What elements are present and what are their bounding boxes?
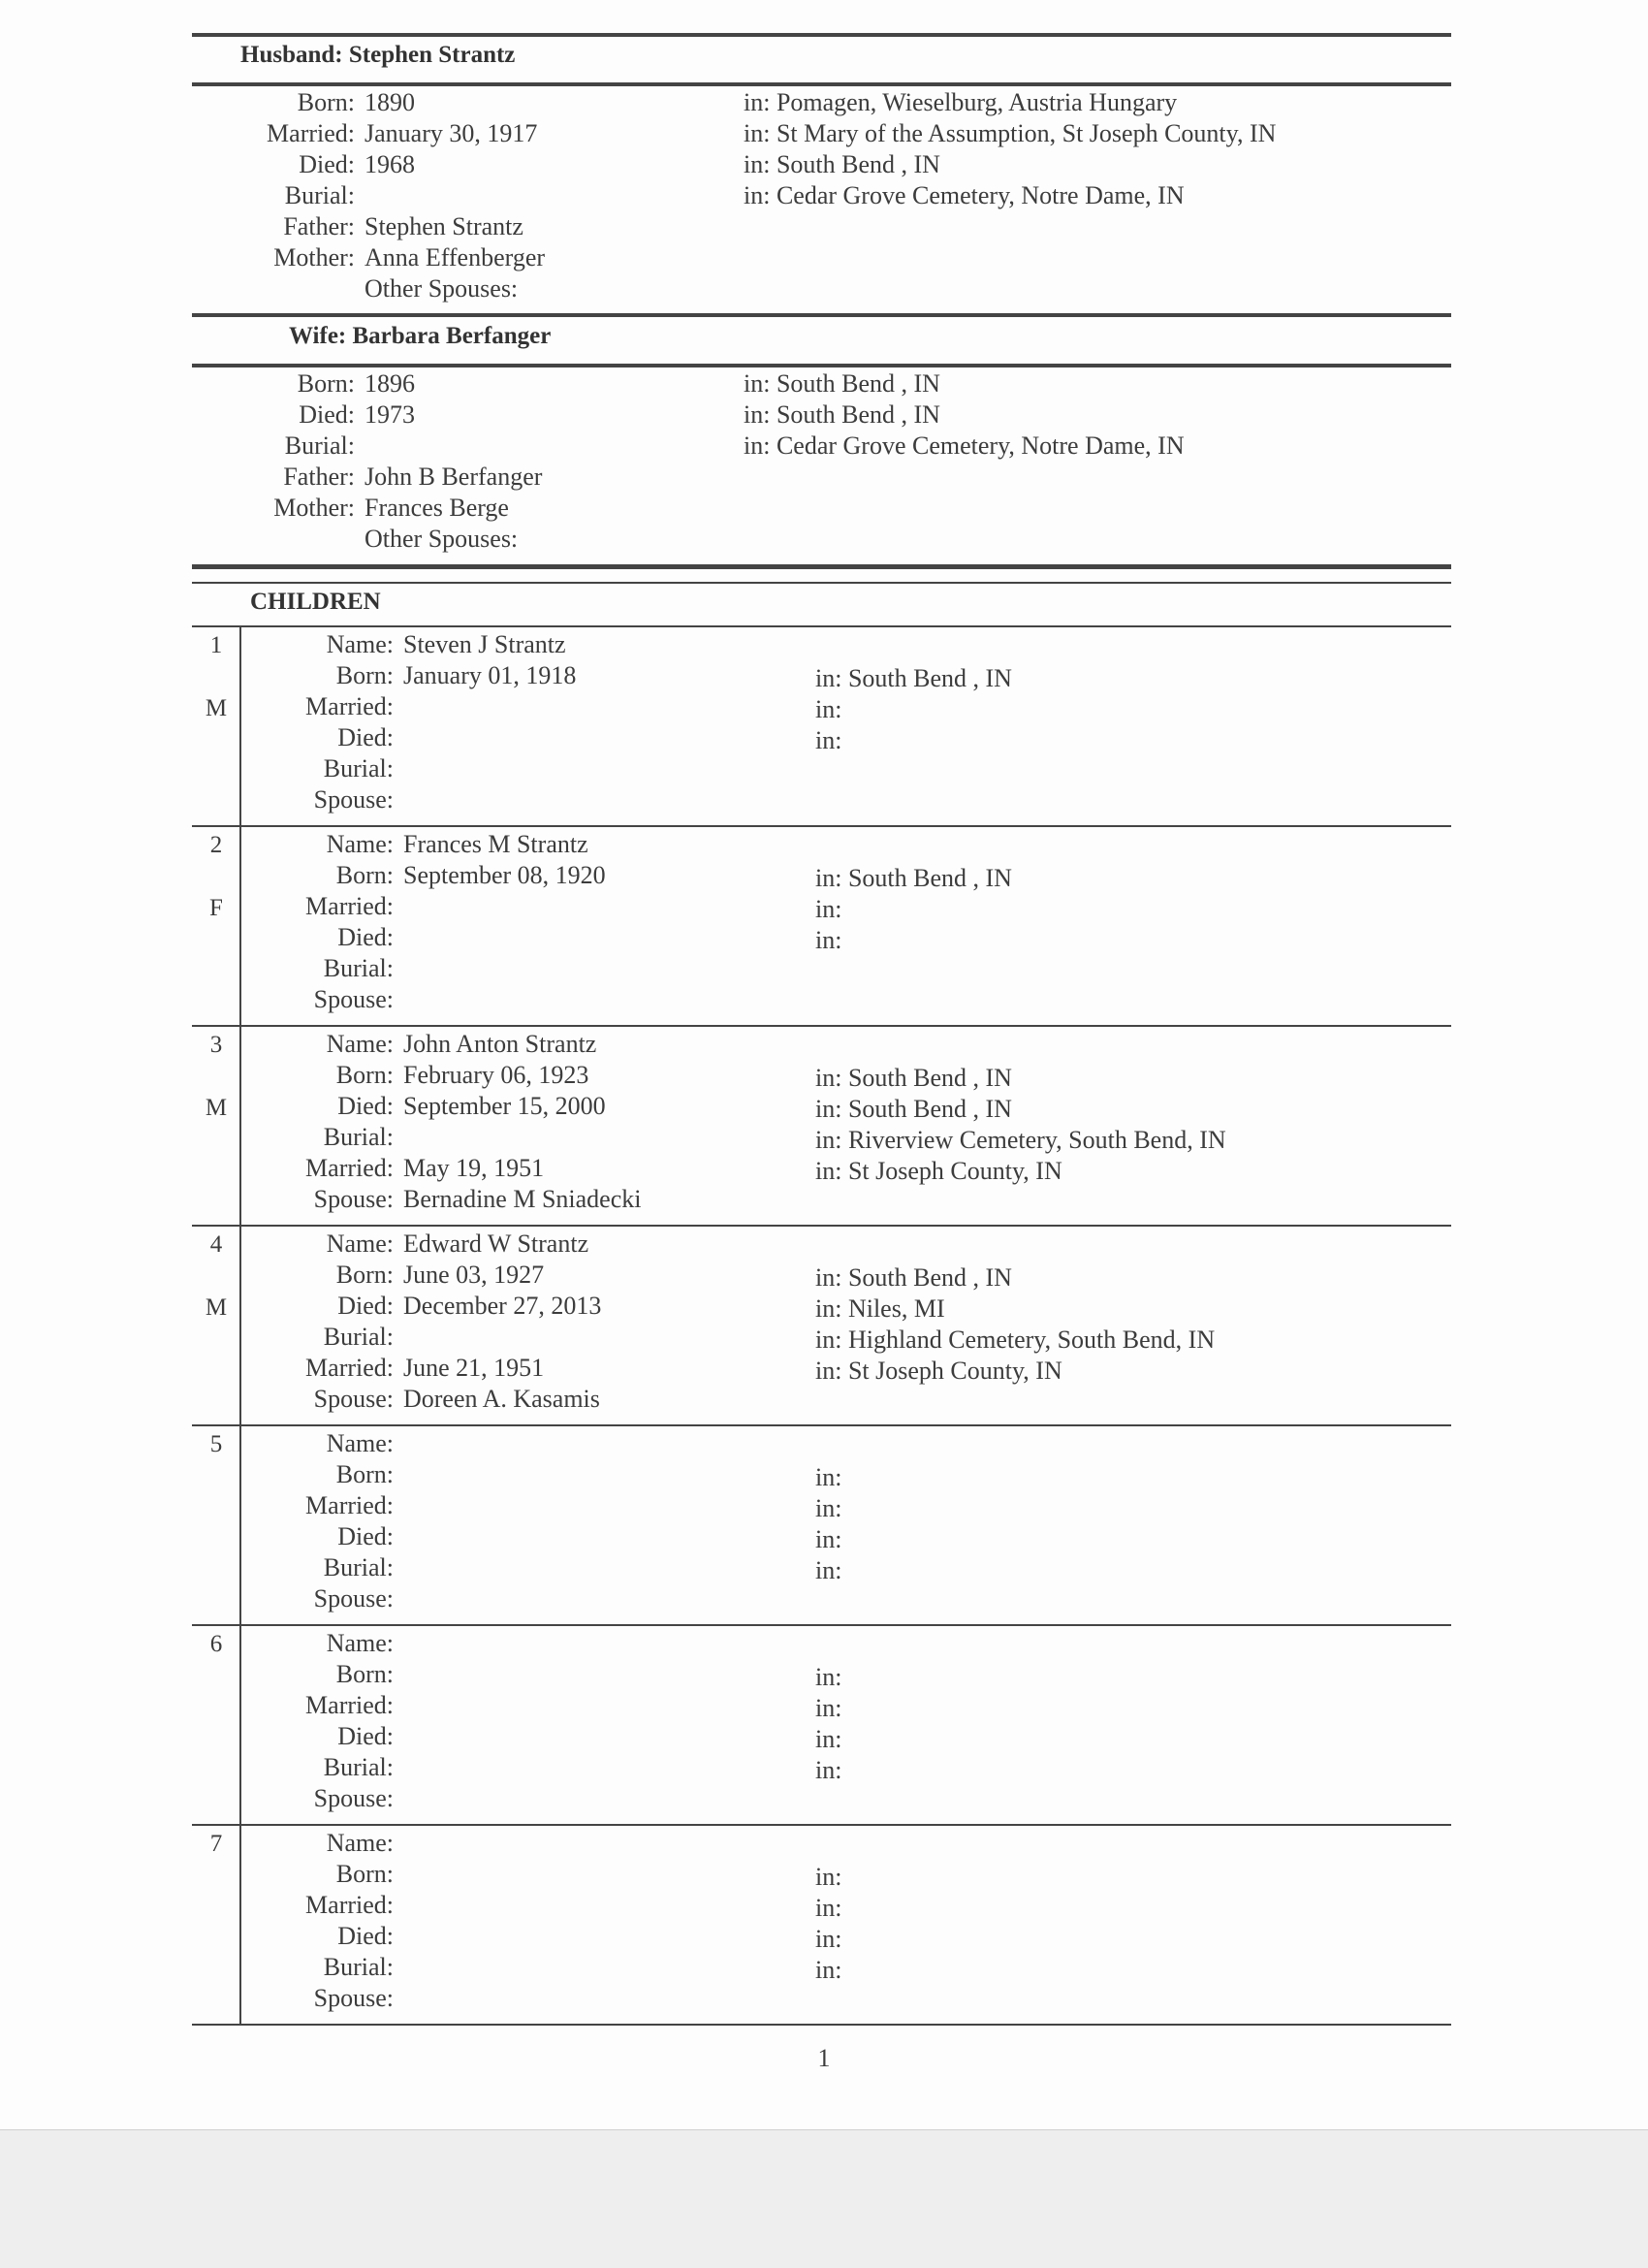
wife-value-1: 1973: [364, 400, 415, 429]
wife-header-rule: [192, 364, 1451, 367]
child-place: in:: [815, 1725, 842, 1753]
child-label: Born:: [335, 1860, 394, 1888]
husband-label-3: Burial:: [284, 181, 355, 209]
child-place: in:: [815, 1525, 842, 1553]
child-place: in:: [815, 1494, 842, 1522]
wife-place-1: in: South Bend , IN: [744, 400, 940, 429]
child-place: in:: [815, 1956, 842, 1984]
child-label: Born:: [335, 861, 394, 889]
husband-place-0: in: Pomagen, Wieselburg, Austria Hungary: [744, 88, 1178, 116]
page-number: 1: [817, 2044, 831, 2072]
children-top-rule: [192, 582, 1451, 584]
child-label: Burial:: [323, 1753, 394, 1781]
child-number: 1: [209, 632, 223, 658]
child-place: in:: [815, 1663, 842, 1691]
child-place: in:: [815, 1694, 842, 1722]
husband-label-1: Married:: [267, 119, 355, 147]
child-number: 4: [209, 1231, 223, 1258]
husband-name: Stephen Strantz: [348, 42, 516, 68]
husband-value-0: 1890: [364, 88, 415, 116]
child-label: Name:: [326, 1829, 394, 1857]
child-record: [192, 1826, 1451, 2026]
child-label: Burial:: [323, 1123, 394, 1151]
child-label: Spouse:: [313, 785, 394, 814]
child-label: Died:: [337, 1922, 394, 1950]
child-label: Name:: [326, 1629, 394, 1657]
child-label: Married:: [305, 1891, 394, 1919]
child-value: John Anton Strantz: [403, 1030, 597, 1058]
child-label: Name:: [326, 1030, 394, 1058]
wife-other-spouses: Other Spouses:: [364, 525, 519, 553]
husband-other-spouses: Other Spouses:: [364, 274, 519, 303]
child-number: 7: [209, 1831, 223, 1857]
child-value: September 08, 1920: [403, 861, 606, 889]
husband-label-4: Father:: [283, 212, 355, 240]
child-value: Doreen A. Kasamis: [403, 1385, 600, 1413]
husband-value-2: 1968: [364, 150, 415, 178]
child-label: Married:: [305, 1354, 394, 1382]
child-label: Spouse:: [313, 1584, 394, 1613]
child-value: Frances M Strantz: [403, 830, 588, 858]
child-record: [192, 1626, 1451, 1826]
child-label: Born:: [335, 661, 394, 689]
child-label: Spouse:: [313, 1984, 394, 2012]
child-value: Steven J Strantz: [403, 630, 566, 658]
child-label: Burial:: [323, 1323, 394, 1351]
child-label: Spouse:: [313, 1185, 394, 1213]
husband-label-2: Died:: [299, 150, 355, 178]
husband-header-rule: [192, 82, 1451, 86]
child-place: in:: [815, 695, 842, 723]
child-record: [192, 627, 1451, 827]
wife-value-0: 1896: [364, 369, 415, 398]
wife-label-4: Mother:: [273, 494, 355, 522]
children-heading: CHILDREN: [250, 589, 381, 615]
child-place: in:: [815, 1925, 842, 1953]
child-place: in: St Joseph County, IN: [815, 1357, 1062, 1385]
child-place: in:: [815, 895, 842, 923]
child-number: 6: [209, 1631, 223, 1657]
child-value: December 27, 2013: [403, 1292, 602, 1320]
child-number: 3: [209, 1032, 223, 1058]
child-label: Died:: [337, 1722, 394, 1750]
husband-place-1: in: St Mary of the Assumption, St Joseph County, IN: [744, 119, 1277, 147]
child-sex: M: [205, 1095, 228, 1121]
child-label: Born:: [335, 1660, 394, 1688]
child-value: September 15, 2000: [403, 1092, 606, 1120]
wife-label-0: Born:: [297, 369, 355, 398]
child-record: [192, 1027, 1451, 1227]
child-place: in: Niles, MI: [815, 1294, 945, 1323]
child-place: in: Highland Cemetery, South Bend, IN: [815, 1326, 1216, 1354]
child-label: Born:: [335, 1061, 394, 1089]
wife-top-rule: [192, 313, 1451, 317]
child-label: Died:: [337, 923, 394, 951]
wife-value-3: John B Berfanger: [364, 463, 543, 491]
child-label: Spouse:: [313, 985, 394, 1013]
child-label: Spouse:: [313, 1784, 394, 1812]
child-place: in:: [815, 1863, 842, 1891]
child-value: February 06, 1923: [403, 1061, 589, 1089]
child-place: in:: [815, 1556, 842, 1584]
child-label: Married:: [305, 1491, 394, 1519]
child-number: 5: [209, 1431, 223, 1457]
scanner-background: [0, 2129, 1648, 2268]
child-value: June 21, 1951: [403, 1354, 545, 1382]
child-label: Spouse:: [313, 1385, 394, 1413]
child-place: in:: [815, 1894, 842, 1922]
top-rule: [192, 33, 1451, 37]
child-label: Died:: [337, 723, 394, 751]
child-place: in: South Bend , IN: [815, 864, 1012, 892]
husband-place-3: in: Cedar Grove Cemetery, Notre Dame, IN: [744, 181, 1185, 209]
child-label: Married:: [305, 892, 394, 920]
child-label: Married:: [305, 1154, 394, 1182]
child-sex: F: [209, 895, 223, 921]
husband-place-2: in: South Bend , IN: [744, 150, 940, 178]
husband-heading: [240, 42, 515, 69]
wife-label-2: Burial:: [284, 431, 355, 460]
wife-place-2: in: Cedar Grove Cemetery, Notre Dame, IN: [744, 431, 1185, 460]
child-label: Died:: [337, 1092, 394, 1120]
wife-name: Barbara Berfanger: [352, 323, 552, 349]
child-value: January 01, 1918: [403, 661, 577, 689]
child-label: Married:: [305, 1691, 394, 1719]
wife-heading-label: Wife:: [289, 323, 347, 349]
child-value: Edward W Strantz: [403, 1230, 589, 1258]
child-label: Born:: [335, 1261, 394, 1289]
husband-heading-label: Husband:: [240, 42, 343, 68]
husband-value-5: Anna Effenberger: [364, 243, 546, 272]
child-label: Burial:: [323, 1553, 394, 1581]
child-label: Died:: [337, 1522, 394, 1550]
child-label: Burial:: [323, 754, 394, 783]
wife-label-1: Died:: [299, 400, 355, 429]
child-label: Name:: [326, 630, 394, 658]
child-record: [192, 1426, 1451, 1626]
child-place: in: South Bend , IN: [815, 1064, 1012, 1092]
husband-label-0: Born:: [297, 88, 355, 116]
child-label: Born:: [335, 1460, 394, 1488]
child-place: in: St Joseph County, IN: [815, 1157, 1062, 1185]
child-sex: M: [205, 1294, 228, 1321]
child-place: in: South Bend , IN: [815, 664, 1012, 692]
child-label: Burial:: [323, 1953, 394, 1981]
wife-value-4: Frances Berge: [364, 494, 509, 522]
child-record: [192, 827, 1451, 1027]
child-label: Married:: [305, 692, 394, 720]
child-number: 2: [209, 832, 223, 858]
child-place: in:: [815, 1756, 842, 1784]
child-place: in: South Bend , IN: [815, 1263, 1012, 1292]
child-place: in:: [815, 926, 842, 954]
child-place: in:: [815, 726, 842, 754]
wife-label-3: Father:: [283, 463, 355, 491]
wife-heading: [289, 323, 551, 350]
child-label: Died:: [337, 1292, 394, 1320]
child-value: May 19, 1951: [403, 1154, 545, 1182]
child-sex: M: [205, 695, 228, 721]
child-record: [192, 1227, 1451, 1426]
child-value: Bernadine M Sniadecki: [403, 1185, 642, 1213]
child-label: Name:: [326, 830, 394, 858]
child-separator-rule: [192, 2024, 1451, 2026]
family-group-sheet: [192, 29, 1451, 2027]
child-label: Burial:: [323, 954, 394, 982]
husband-value-4: Stephen Strantz: [364, 212, 523, 240]
wife-place-0: in: South Bend , IN: [744, 369, 940, 398]
child-place: in:: [815, 1463, 842, 1491]
child-place: in: South Bend , IN: [815, 1095, 1012, 1123]
child-value: June 03, 1927: [403, 1261, 545, 1289]
husband-label-5: Mother:: [273, 243, 355, 272]
child-label: Name:: [326, 1429, 394, 1457]
children-double-rule: [192, 564, 1451, 569]
husband-value-1: January 30, 1917: [364, 119, 538, 147]
child-place: in: Riverview Cemetery, South Bend, IN: [815, 1126, 1226, 1154]
child-label: Name:: [326, 1230, 394, 1258]
